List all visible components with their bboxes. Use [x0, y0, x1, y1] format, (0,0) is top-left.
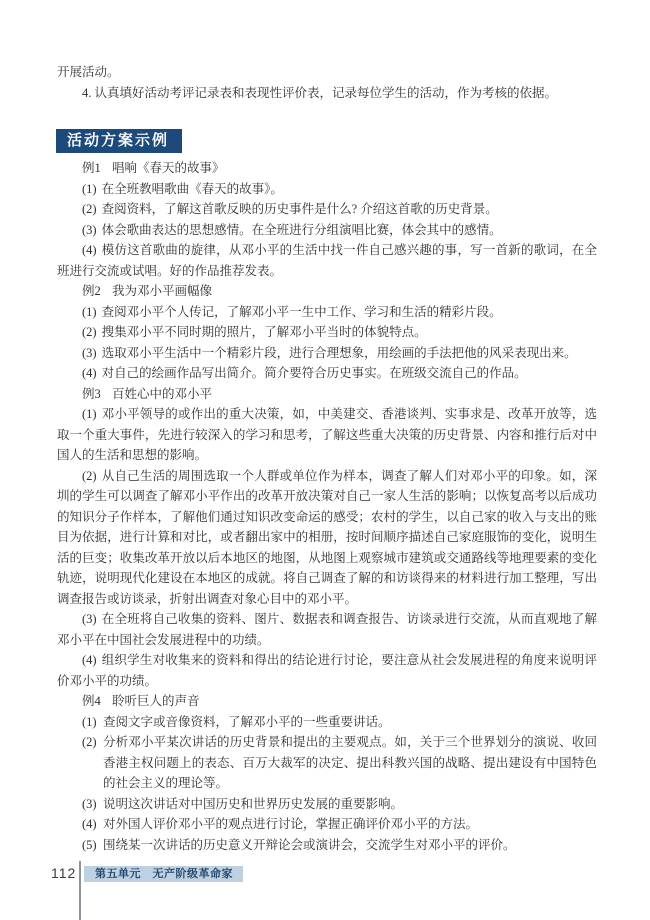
section-header-activity-plan-examples: [56, 129, 182, 153]
item-number: (1): [82, 714, 97, 729]
item-text: 搜集邓小平不同时期的照片，了解邓小平当时的体貌特点。: [101, 325, 427, 339]
example-4-label: 例4: [82, 694, 101, 708]
item-number: (2): [82, 325, 97, 339]
example-3-title-text: 百姓心中的邓小平: [112, 386, 213, 401]
item-text: 从自己生活的周围选取一个人群或单位作为样本，调查了解人们对邓小平的印象。如，深圳的学生可以调查了解邓小平作出的改革开放决策对自己一家人生活的影响；以恢复高考以后成功的知识分子作样本，了解他们通过知识改变命运的感受；农村的学生，以自己家的收入与支出的账目为依据，进行计算和对比，或者翻出家中的相册，按时间顺序描述自己家庭服饰的变化，说明生活的巨变；收集改革开放以后本地区的地图，从地图上观察城市建筑或交通路线等地理要素的变化轨迹，说明现代化建设在本地区的成就。将自己调查了解的和访谈得来的材料进行加工整理，写出调查报告或访谈录，折射出调查对象心目中的邓小平。: [57, 468, 597, 606]
example-4-title: [57, 691, 597, 712]
example-3-title: [57, 384, 597, 405]
example-4-title-text: 聆听巨人的声音: [112, 694, 200, 708]
item-number: (1): [82, 304, 97, 319]
item-text: 对外国人评价邓小平的观点进行讨论，掌握正确评价邓小平的方法。: [103, 817, 479, 831]
example-1-item-2: [57, 199, 597, 220]
page-content: [57, 62, 597, 855]
item-text: 查阅资料，了解这首歌反映的历史事件是什么? 介绍这首歌的历史背景。: [101, 202, 498, 216]
item-number: (5): [82, 837, 97, 852]
example-4-item-1: [57, 712, 597, 733]
item-text: 模仿这首歌曲的旋律，从邓小平的生活中找一件自己感兴趣的事，写一首新的歌词，在全班进行交流或试唱。好的作品推荐发表。: [57, 243, 597, 278]
section-header-label: 活动方案示例: [67, 132, 170, 149]
item-text: 组织学生对收集来的资料和得出的结论进行讨论，要注意从社会发展进程的角度来说明评价邓小平的功绩。: [57, 653, 597, 688]
example-3-item-2: [57, 466, 597, 610]
example-1-title: [57, 158, 597, 179]
item-number: (2): [82, 202, 97, 216]
item-number: (3): [82, 222, 97, 237]
footer-unit-band: [84, 866, 243, 882]
item-number: (4): [82, 366, 97, 380]
item-text: 查阅邓小平个人传记，了解邓小平一生中工作、学习和生活的精彩片段。: [101, 304, 502, 319]
example-3-item-4: [57, 650, 597, 691]
item-number: (4): [82, 817, 97, 831]
footer-vertical-rule: [79, 861, 81, 920]
example-4-item-5: [57, 835, 597, 856]
paragraph-continuation: 开展活动。: [57, 65, 120, 79]
item-text: 查阅文字或音像资料，了解邓小平的一些重要讲话。: [103, 714, 391, 729]
example-2-title: [57, 281, 597, 302]
item-number: (1): [82, 181, 97, 196]
item-text: 在全班将自己收集的资料、图片、数据表和调查报告、访谈录进行交流，从而直观地了解邓小平在中国社会发展进程中的功绩。: [57, 612, 597, 647]
example-4-item-4: [57, 814, 597, 835]
item-number: (1): [82, 407, 97, 421]
example-1-item-3: [57, 220, 597, 241]
item-text: 在全班教唱歌曲《春天的故事》。: [101, 181, 283, 196]
example-2-item-2: [57, 322, 597, 343]
example-4-item-3: [57, 794, 597, 815]
example-4-item-2: [57, 732, 597, 794]
item-text: 围绕某一次讲话的历史意义开辩论会或演讲会，交流学生对邓小平的评价。: [103, 837, 516, 852]
item-number: (3): [82, 612, 97, 626]
example-2-title-text: 我为邓小平画幅像: [112, 284, 213, 298]
example-1-title-text: 唱响《春天的故事》: [112, 161, 225, 175]
item-text: 体会歌曲表达的思想感情。在全班进行分组演唱比赛，体会其中的感情。: [101, 222, 502, 237]
item-number: (4): [82, 653, 97, 667]
example-2-item-1: [57, 302, 597, 323]
item-number: (3): [82, 796, 97, 811]
item-number: (3): [82, 345, 97, 360]
item-text: 分析邓小平某次讲话的历史背景和提出的主要观点。如，关于三个世界划分的演说、收回香港主权问题上的表态、百万大裁军的决定、提出科教兴国的战略、提出建设有中国特色的社会主义的理论等。: [103, 735, 597, 790]
item-text: 对自己的绘画作品写出简介。简介要符合历史事实。在班级交流自己的作品。: [101, 366, 527, 380]
numbered-note-4: 4. 认真填好活动考评记录表和表现性评价表，记录每位学生的活动，作为考核的依据。: [82, 85, 558, 100]
footer-unit-label: 第五单元 无产阶级革命家: [95, 868, 233, 880]
item-number: (4): [82, 243, 97, 257]
example-3-item-3: [57, 609, 597, 650]
page-number: 112: [51, 865, 77, 881]
item-text: 说明这次讲话对中国历史和世界历史发展的重要影响。: [103, 796, 404, 811]
item-text: 选取邓小平生活中一个精彩片段，进行合理想象，用绘画的手法把他的风采表现出来。: [101, 345, 577, 360]
example-1-item-1: [57, 179, 597, 200]
example-1-label: 例1: [82, 161, 101, 175]
example-3-label: 例3: [82, 386, 101, 401]
example-2-label: 例2: [82, 284, 101, 298]
example-2-item-4: [57, 363, 597, 384]
item-number: (2): [82, 468, 97, 483]
example-3-item-1: [57, 404, 597, 466]
example-2-item-3: [57, 343, 597, 364]
item-number: (2): [82, 735, 97, 749]
item-text: 邓小平领导的或作出的重大决策，如，中美建交、香港谈判、实事求是、改革开放等，选取一个重大事件，先进行较深入的学习和思考，了解这些重大决策的历史背景、内容和推行后对中国人的生活和思想的影响。: [57, 407, 597, 462]
example-1-item-4: [57, 240, 597, 281]
